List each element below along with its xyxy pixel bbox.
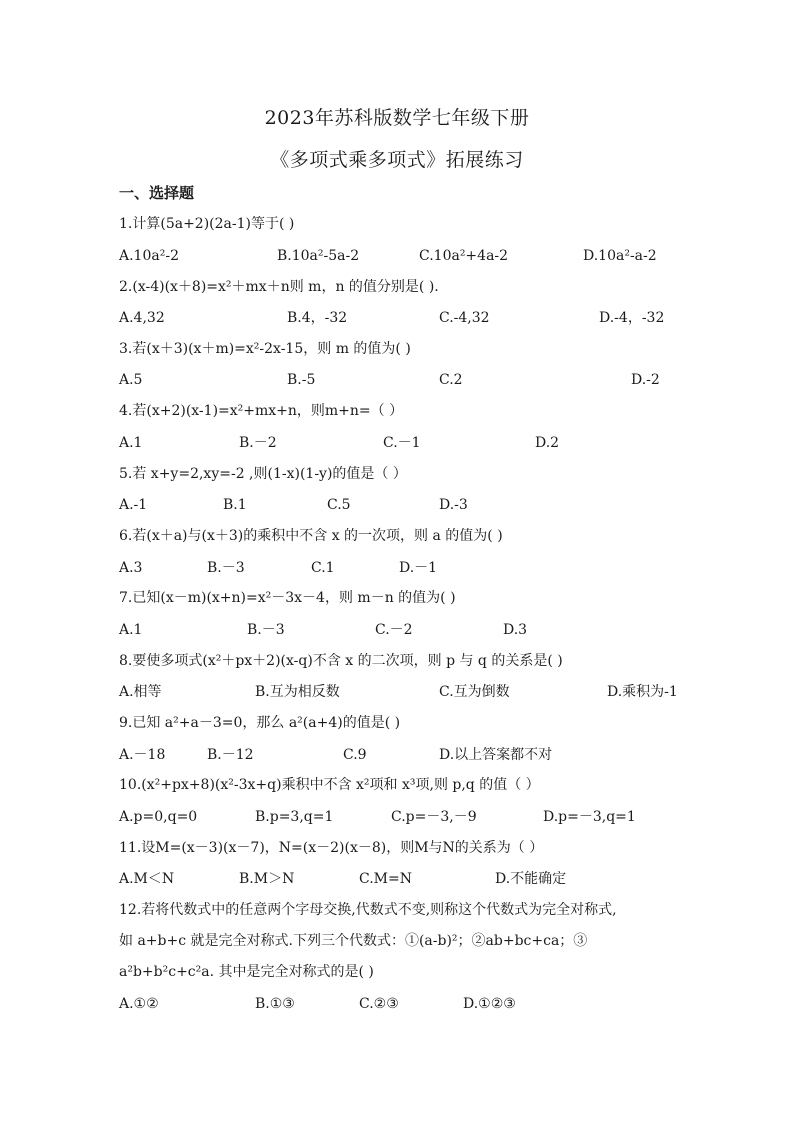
document-title: 2023年苏科版数学七年级下册 (264, 107, 530, 129)
option-b: B.①③ (255, 996, 295, 1012)
option-b: B.－3 (247, 622, 285, 638)
question-12-stem-line-3: a²b+b²c+c²a. 其中是完全对称式的是( ) (119, 964, 374, 980)
question-6-stem: 6.若(x＋a)与(x＋3)的乘积中不含 x 的一次项，则 a 的值为( ) (119, 528, 503, 544)
option-a: A.1 (119, 435, 143, 451)
option-b: B.-5 (287, 372, 316, 388)
question-6-options (119, 558, 719, 578)
question-9-options (119, 745, 719, 765)
option-c: C.互为倒数 (439, 684, 510, 700)
option-b: B.4，-32 (287, 310, 348, 326)
option-d: D.乘积为-1 (607, 684, 678, 700)
question-7-stem: 7.已知(x－m)(x+n)=x²－3x－4，则 m－n 的值为( ) (119, 590, 456, 606)
option-c: C.②③ (359, 996, 399, 1012)
option-d: D.p=－3,q=1 (543, 809, 636, 825)
option-a: A.相等 (119, 684, 162, 700)
option-c: C.－2 (375, 622, 413, 638)
question-3-options (119, 370, 719, 390)
option-b: B.－2 (239, 435, 277, 451)
question-10-options (119, 807, 719, 827)
option-a: A.1 (119, 622, 143, 638)
option-d: D.10a²-a-2 (583, 248, 657, 264)
option-d: D.2 (535, 435, 560, 451)
option-a: A.M＜N (119, 871, 175, 887)
question-11-stem: 11.设M=(x－3)(x－7)，N=(x－2)(x－8)，则M与N的关系为（ ） (119, 840, 544, 856)
question-12-stem-line-1: 12.若将代数式中的任意两个字母交换,代数式不变,则称这个代数式为完全对称式, (119, 902, 617, 918)
option-a: A.10a²-2 (119, 248, 179, 264)
question-5-stem: 5.若 x+y=2,xy=-2 ,则(1-x)(1-y)的值是（ ） (119, 466, 407, 482)
question-2-stem: 2.(x-4)(x＋8)=x²＋mx＋n则 m，n 的值分别是( ). (119, 279, 439, 295)
question-4-options (119, 433, 719, 453)
question-1-stem: 1.计算(5a+2)(2a-1)等于( ) (119, 216, 295, 232)
option-c: C.5 (327, 497, 351, 513)
option-d: D.以上答案都不对 (439, 747, 553, 763)
option-b: B.10a²-5a-2 (277, 248, 360, 264)
document-subtitle: 《多项式乘多项式》拓展练习 (270, 149, 524, 171)
option-d: D.-3 (439, 497, 468, 513)
option-c: C.-4,32 (439, 310, 490, 326)
question-11-options (119, 869, 719, 889)
option-b: B.互为相反数 (255, 684, 340, 700)
question-2-options (119, 308, 719, 328)
question-5-options (119, 495, 719, 515)
question-7-options (119, 620, 719, 640)
question-8-stem: 8.要使多项式(x²＋px＋2)(x-q)不含 x 的二次项，则 p 与 q 的关系是( ) (119, 653, 563, 669)
option-b: B.－12 (207, 747, 254, 763)
option-d: D.3 (503, 622, 528, 638)
option-a: A.3 (119, 560, 143, 576)
option-b: B.－3 (207, 560, 245, 576)
option-a: A.p=0,q=0 (119, 809, 198, 825)
question-8-options (119, 682, 719, 702)
option-c: C.10a²+4a-2 (419, 248, 509, 264)
option-c: C.1 (311, 560, 335, 576)
question-4-stem: 4.若(x+2)(x-1)=x²+mx+n，则m+n=（ ） (119, 403, 404, 419)
option-a: A.①② (119, 996, 159, 1012)
option-d: D.-4，-32 (599, 310, 665, 326)
question-12-stem-line-2: 如 a+b+c 就是完全对称式.下列三个代数式：①(a-b)²；②ab+bc+ca；③ (119, 933, 588, 949)
question-9-stem: 9.已知 a²+a－3=0，那么 a²(a+4)的值是( ) (119, 715, 401, 731)
option-c: C.9 (343, 747, 367, 763)
question-3-stem: 3.若(x＋3)(x＋m)=x²-2x-15，则 m 的值为( ) (119, 341, 411, 357)
option-d: D.①②③ (463, 996, 516, 1012)
question-12-options (119, 994, 719, 1014)
option-a: A.4,32 (119, 310, 165, 326)
option-c: C.M=N (359, 871, 412, 887)
section-heading: 一、选择题 (119, 184, 195, 202)
option-c: C.p=－3,－9 (391, 809, 477, 825)
option-b: B.1 (223, 497, 247, 513)
question-1-options (119, 246, 719, 266)
option-c: C.2 (439, 372, 463, 388)
option-a: A.5 (119, 372, 143, 388)
option-d: D.-2 (631, 372, 660, 388)
option-d: D.－1 (399, 560, 438, 576)
option-b: B.M＞N (239, 871, 295, 887)
option-a: A.－18 (119, 747, 166, 763)
question-10-stem: 10.(x²+px+8)(x²-3x+q)乘积中不含 x²项和 x³项,则 p,q 的值（ ） (119, 777, 540, 793)
option-d: D.不能确定 (495, 871, 567, 887)
option-a: A.-1 (119, 497, 148, 513)
option-b: B.p=3,q=1 (255, 809, 334, 825)
option-c: C.－1 (383, 435, 421, 451)
